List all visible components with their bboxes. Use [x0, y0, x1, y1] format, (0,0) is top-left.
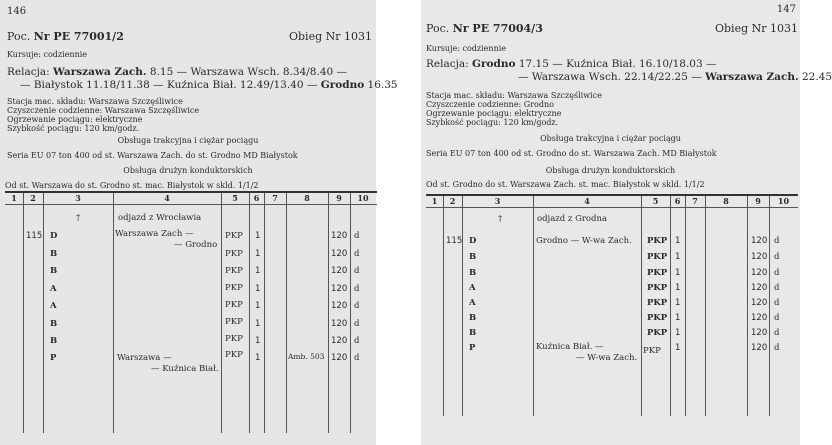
traction-heading: Obsługa trakcyjna i ciężar pociągu [117, 136, 259, 145]
col-header: 10 [357, 193, 369, 203]
relation-line-2: — Warszawa Wsch. 22.14/22.25 — Warszawa Zach. 22.45 [518, 71, 832, 83]
page-number: 147 [776, 4, 796, 15]
col-header: 9 [755, 196, 761, 206]
col-header: 8 [723, 196, 729, 206]
relation-line-2: — Białystok 11.18/11.38 — Kuźnica Biał. 12.49/13.40 — Grodno 16.35 [20, 79, 398, 91]
col-header: 7 [272, 193, 278, 203]
relation-line-1: Relacja: Grodno 17.15 — Kuźnica Biał. 16.10/18.03 — [426, 58, 717, 70]
right-page: 147 Poc. Nr PE 77004/3 Obieg Nr 1031 Kursuje: codziennie Relacja: Grodno 17.15 — Kuźnica Biał. 16.10/18.03 — — Warszawa Wsch. 22.14/22.25 — Warszawa Zach. 22.45 Stacja mac. składu: Warszawa Szczęśliwice Czyszczenie codzienne: Grodno Ogrzewanie pociągu: elektryczne Szybkość pociągu: 120 km/godz. Obsługa trakcyjna i ciężar pociągu Seria EU 07 ton 400 od st. Grodno do st. Warszawa Zach. MD Białystok Obsługa drużyn konduktorskich Od st. Grodno do st. Warszawa Zach. st. mac. Białystok w skld. 1/1/2 1 2 3 4 5 6 7 8 9 10 † odjazd z Grodna 115 D Grodno — W-wa Zach. PKP 1 120 d B PKP 1 120 d B PKP 1 120 d A PKP 1 120 d A PKP 1 120 d B PKP 1 120 d B PKP 1 120 d P Kuźnica Biał. — — W-wa Zach. PKP 1 120 d [421, 0, 800, 445]
col-header: 4 [164, 193, 170, 203]
traction-heading: Obsługa trakcyjna i ciężar pociągu [540, 134, 681, 143]
train-number: Poc. Nr PE 77004/3 [426, 22, 543, 35]
col-header: 6 [674, 196, 681, 206]
circulation-number: Obieg Nr 1031 [715, 22, 798, 35]
crew-heading: Obsługa drużyn konduktorskich [123, 166, 253, 175]
crew-text: Od st. Warszawa do st. Grodno st. mac. Białystok w skld. 1/1/2 [5, 181, 259, 190]
col-header: 3 [494, 196, 501, 206]
origin-text: odjazd z Wrocławia [118, 213, 202, 223]
col-header: 5 [232, 193, 238, 203]
circulation-number: Obieg Nr 1031 [289, 30, 372, 43]
info-line: Szybkość pociągu: 120 km/godz. [426, 118, 559, 127]
info-line: Stacja mac. składu: Warszawa Szczęśliwice [426, 91, 602, 100]
info-line: Czyszczenie codzienne: Warszawa Szczęśliwice [7, 106, 200, 115]
col-header: 9 [336, 193, 342, 203]
left-page: 146 Poc. Nr PE 77001/2 Obieg Nr 1031 Kursuje: codziennie Relacja: Warszawa Zach. 8.15 — Warszawa Wsch. 8.34/8.40 — — Białystok 11.18/11.38 — Kuźnica Biał. 12.49/13.40 — Grodno 16.35 Stacja mac. składu: Warszawa Szczęśliwice Czyszczenie codzienne: Warszawa Szczęśliwice Ogrzewanie pociągu: elektryczne Szybkość pociągu: 120 km/godz. Obsługa trakcyjna i ciężar pociągu Seria EU 07 ton 400 od st. Warszawa Zach. do st. Grodno MD Białystok Obsługa drużyn konduktorskich Od st. Warszawa do st. Grodno st. mac. Białystok w skld. 1/1/2 1 2 3 4 5 6 7 8 9 10 † odjazd z Wrocławia 115 D Warszawa Zach — — Grodno PKP 1 120 d B PKP 1 120 d B PKP 1 120 d A PKP 1 120 d A PKP 1 120 d B PKP 1 120 d B PKP 1 120 d P Warszawa — — Kuźnica Biał. PKP 1 Amb. 503 120 d [0, 0, 376, 445]
col-header: 1 [431, 196, 438, 206]
info-line: Stacja mac. składu: Warszawa Szczęśliwice [7, 97, 183, 106]
col-header: 3 [75, 193, 81, 203]
origin-text: odjazd z Grodna [537, 214, 608, 224]
col-header: 1 [11, 193, 17, 203]
col-header: 4 [584, 196, 590, 206]
train-number: Poc. Nr PE 77001/2 [7, 30, 124, 43]
runs-info: Kursuje: codziennie [7, 50, 88, 59]
info-block [426, 91, 602, 127]
page-number: 146 [7, 6, 27, 17]
col-header: 6 [253, 193, 260, 203]
info-block [7, 97, 199, 133]
info-line: Czyszczenie codzienne: Grodno [426, 100, 554, 109]
col-header: 7 [692, 196, 698, 206]
crew-heading: Obsługa drużyn konduktorskich [545, 166, 676, 175]
col-header: 2 [449, 196, 456, 206]
runs-info: Kursuje: codziennie [426, 44, 507, 53]
origin-mark: † [76, 213, 81, 223]
col-header: 5 [652, 196, 659, 206]
col-header: 10 [777, 196, 790, 206]
origin-mark: † [498, 214, 503, 224]
info-line: Ogrzewanie pociągu: elektryczne [426, 109, 562, 118]
info-line: Szybkość pociągu: 120 km/godz. [7, 124, 140, 133]
crew-text: Od st. Grodno do st. Warszawa Zach. st. mac. Białystok w skld. 1/1/2 [426, 180, 705, 189]
traction-text: Seria EU 07 ton 400 od st. Warszawa Zach. do st. Grodno MD Białystok [7, 151, 298, 160]
info-line: Ogrzewanie pociągu: elektryczne [7, 115, 143, 124]
col-header: 2 [30, 193, 36, 203]
relation-line-1: Relacja: Warszawa Zach. 8.15 — Warszawa Wsch. 8.34/8.40 — [7, 66, 348, 78]
traction-text: Seria EU 07 ton 400 od st. Grodno do st. Warszawa Zach. MD Białystok [426, 149, 717, 158]
col-header: 8 [304, 193, 310, 203]
